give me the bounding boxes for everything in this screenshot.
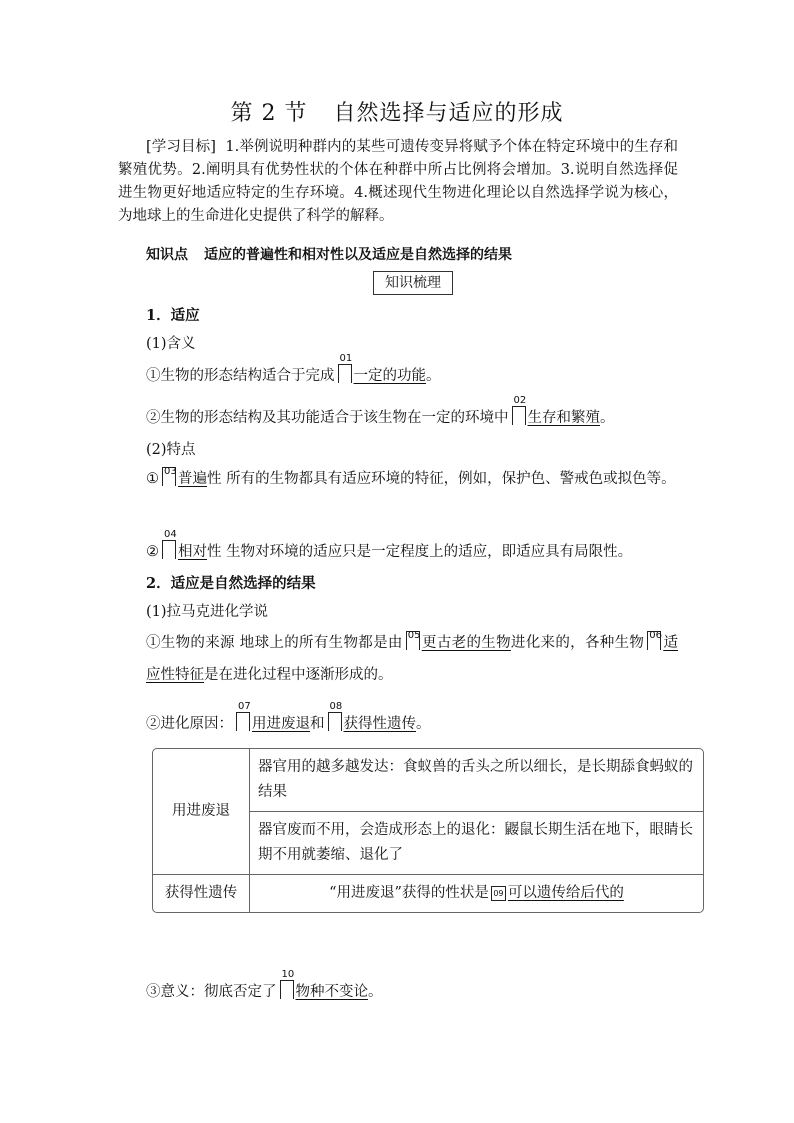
goals-label: [学习目标]: [146, 139, 216, 155]
blank-marker: 07: [236, 712, 250, 731]
blank-marker: 10: [280, 980, 294, 999]
table-cell: 器官废而不用，会造成形态上的退化：鼹鼠长期生活在地下，眼睛长期不用就萎缩、退化了: [250, 812, 703, 875]
blank-marker: 01: [338, 364, 352, 383]
table-cell: 器官用的越多越发达：食蚁兽的舌头之所以细长，是长期舔食蚂蚁的结果: [250, 749, 703, 812]
lamarck-table: [152, 748, 704, 913]
page-title: 第 2 节 自然选择与适应的形成: [230, 101, 564, 126]
meaning-item-1: ①生物的形态结构适合于完成 01 一定的功能。: [146, 353, 441, 384]
table-row: [153, 875, 703, 912]
table-head-inheritance: 获得性遗传: [153, 875, 250, 912]
blank-marker: 03: [162, 467, 176, 486]
learning-goals: [学习目标] 1.举例说明种群内的某些可遗传变异将赋予个体在特定环境中的生存和繁殖优势。2.阐明具有优势性状的个体在种群中所占比例将会增加。3.说明自然选择促进生物更好地适应特定的生存环境。4.概述现代生物进化理论以自然选择学说为核心，为地球上的生命进化史提供了科学的解释。: [118, 139, 678, 224]
table-row: [153, 749, 703, 812]
knowledge-point: 知识点 适应的普遍性和相对性以及适应是自然选择的结果: [146, 247, 512, 263]
feature-2: ② 04 相对性 生物对环境的适应只是一定程度上的适应，即适应具有局限性。: [146, 529, 633, 560]
blank-marker: 05: [406, 631, 420, 650]
blank-marker: 06: [647, 631, 661, 650]
cause-item: ②进化原因： 07 用进废退和 08 获得性遗传。: [146, 701, 431, 732]
meaning-heading: (1)含义: [146, 336, 196, 352]
box-heading: 知识梳理: [373, 271, 453, 295]
number-badge: 09: [491, 886, 506, 901]
blank-marker: 08: [328, 712, 342, 731]
blank-marker: 02: [512, 406, 526, 425]
meaning-item-2: ②生物的形态结构及其功能适合于该生物在一定的环境中 02 生存和繁殖。: [146, 395, 615, 426]
significance-item: ③意义：彻底否定了 10 物种不变论。: [146, 969, 383, 1000]
feature-1: ① 03 普遍性 所有的生物都具有适应环境的特征，例如，保护色、警戒色或拟色等。: [146, 466, 676, 487]
section-1-heading: 1．适应: [146, 307, 200, 324]
origin-item: ①生物的来源 地球上的所有生物都是由 05 更古老的生物进化来的，各种生物 06 适应性特征是在进化过程中逐渐形成的。: [146, 630, 679, 683]
lamarck-heading: (1)拉马克进化学说: [146, 604, 269, 620]
table-cell: “用进废退”获得的性状是 09 可以遗传给后代的: [329, 885, 624, 901]
section-2-heading: 2．适应是自然选择的结果: [146, 575, 316, 592]
features-heading: (2)特点: [146, 442, 196, 458]
table-head-use-disuse: 用进废退: [153, 749, 250, 875]
blank-marker: 04: [162, 540, 176, 559]
